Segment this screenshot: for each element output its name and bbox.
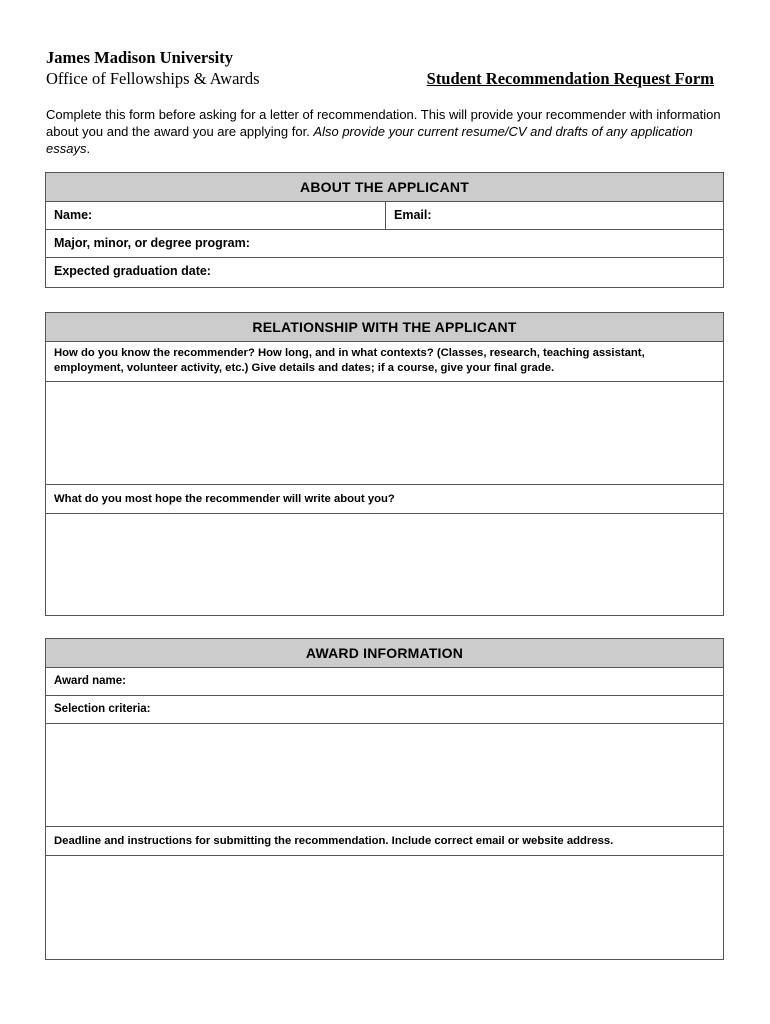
selection-criteria-label: Selection criteria: (54, 703, 151, 715)
office-name: Office of Fellowships & Awards (46, 69, 260, 88)
relationship-question-1: How do you know the recommender? How long, and in what contexts? (Classes, research, teaching assistant, employment, volunteer activity, etc.) Give details and dates; if a course, give your final grade. (46, 342, 723, 382)
relationship-question-2: What do you most hope the recommender will write about you? (46, 485, 723, 514)
graduation-date-field[interactable]: Expected graduation date: (54, 264, 211, 278)
email-field[interactable]: Email: (394, 208, 432, 222)
selection-criteria-row (46, 696, 723, 724)
selection-criteria-textarea[interactable] (46, 724, 723, 827)
graduation-row (46, 258, 723, 286)
intro-paragraph (46, 106, 726, 157)
university-name: James Madison University (46, 48, 233, 67)
relationship-answer-2-textarea[interactable] (46, 514, 723, 616)
about-applicant-section (45, 172, 724, 288)
intro-end: . (86, 141, 91, 156)
name-field[interactable]: Name: (46, 202, 386, 229)
relationship-heading: RELATIONSHIP WITH THE APPLICANT (46, 313, 723, 342)
award-information-heading: AWARD INFORMATION (46, 639, 723, 668)
deadline-instructions-label: Deadline and instructions for submitting the recommendation. Include correct email or website address. (46, 827, 723, 856)
intro-italic-text: Also provide your current resume/CV and drafts of any application essays (46, 124, 693, 156)
relationship-answer-1-textarea[interactable] (46, 382, 723, 485)
deadline-instructions-textarea[interactable] (46, 856, 723, 959)
about-applicant-heading: ABOUT THE APPLICANT (46, 173, 723, 202)
major-field[interactable]: Major, minor, or degree program: (54, 236, 250, 250)
form-title: Student Recommendation Request Form (426, 69, 714, 88)
relationship-section (45, 312, 724, 616)
award-name-field[interactable]: Award name: (54, 675, 127, 687)
award-information-section (45, 638, 724, 960)
major-row (46, 230, 723, 258)
intro-text: Complete this form before asking for a letter of recommendation. This will provide your recommender with information about you and the award you are applying for. (46, 107, 721, 139)
name-email-row (46, 202, 723, 230)
header-left (46, 47, 260, 89)
award-name-row (46, 668, 723, 696)
